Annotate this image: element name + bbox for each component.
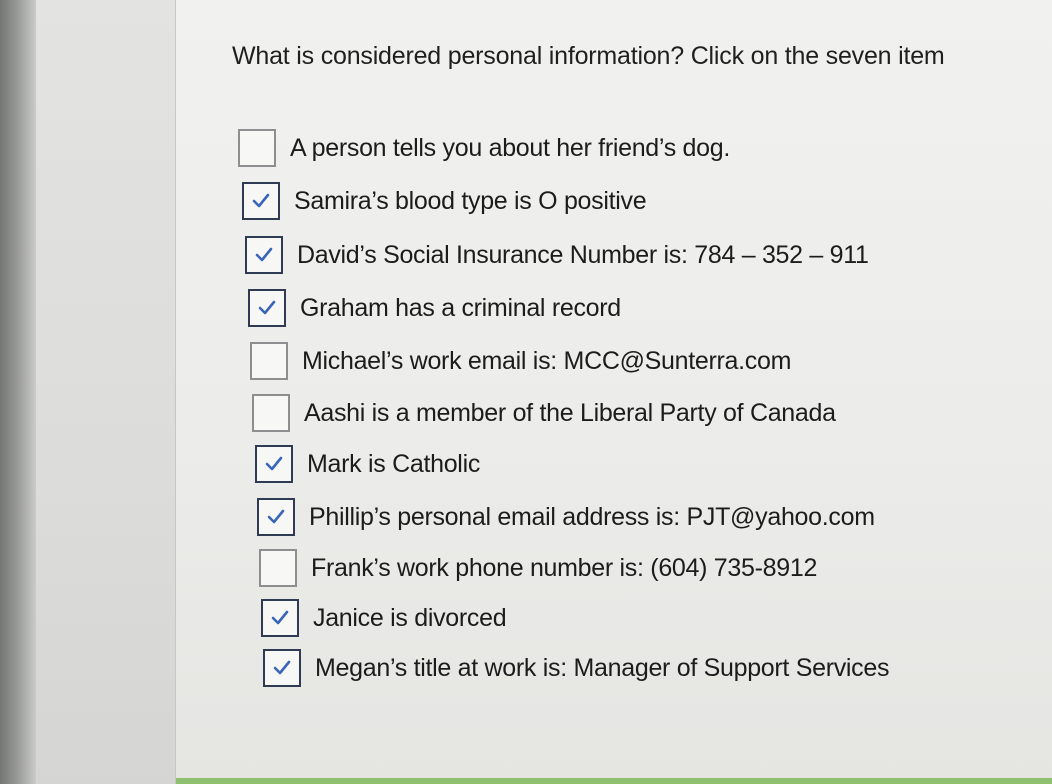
side-panel [36,0,176,784]
option-item[interactable] [261,598,506,638]
option-label: Frank’s work phone number is: (604) 735-8912 [311,553,818,582]
option-label: Aashi is a member of the Liberal Party of Canada [304,398,836,427]
option-item[interactable] [263,648,889,688]
option-label: Phillip’s personal email address is: PJT@yahoo.com [309,502,875,531]
option-checkbox[interactable] [248,289,286,327]
option-checkbox[interactable] [250,342,288,380]
check-icon [266,507,286,527]
option-label: Michael’s work email is: MCC@Sunterra.com [302,346,792,375]
option-label: Graham has a criminal record [300,293,621,322]
option-checkbox[interactable] [261,599,299,637]
option-item[interactable] [257,497,875,537]
option-checkbox[interactable] [245,236,283,274]
option-label: Samira’s blood type is O positive [294,186,647,215]
option-checkbox[interactable] [252,394,290,432]
option-label: Mark is Catholic [307,449,481,478]
option-item[interactable] [255,444,480,484]
check-icon [272,658,292,678]
question-text: What is considered personal information? Click on the seven item [232,42,945,70]
option-checkbox[interactable] [263,649,301,687]
option-item[interactable] [259,548,817,588]
screen-edge [0,0,36,784]
check-icon [264,454,284,474]
progress-strip [176,778,1052,784]
check-icon [251,191,271,211]
check-icon [254,245,274,265]
option-checkbox[interactable] [257,498,295,536]
option-item[interactable] [250,341,791,381]
option-label: Janice is divorced [313,603,507,632]
option-item[interactable] [242,181,646,221]
option-checkbox[interactable] [255,445,293,483]
option-item[interactable] [252,393,836,433]
option-label: Megan’s title at work is: Manager of Support Services [315,653,890,682]
check-icon [270,608,290,628]
option-label: A person tells you about her friend’s dog. [290,133,731,162]
option-item[interactable] [245,235,869,275]
option-item[interactable] [248,288,621,328]
option-checkbox[interactable] [242,182,280,220]
option-checkbox[interactable] [238,129,276,167]
option-item[interactable] [238,128,730,168]
option-checkbox[interactable] [259,549,297,587]
check-icon [257,298,277,318]
option-label: David’s Social Insurance Number is: 784 – 352 – 911 [297,240,869,269]
